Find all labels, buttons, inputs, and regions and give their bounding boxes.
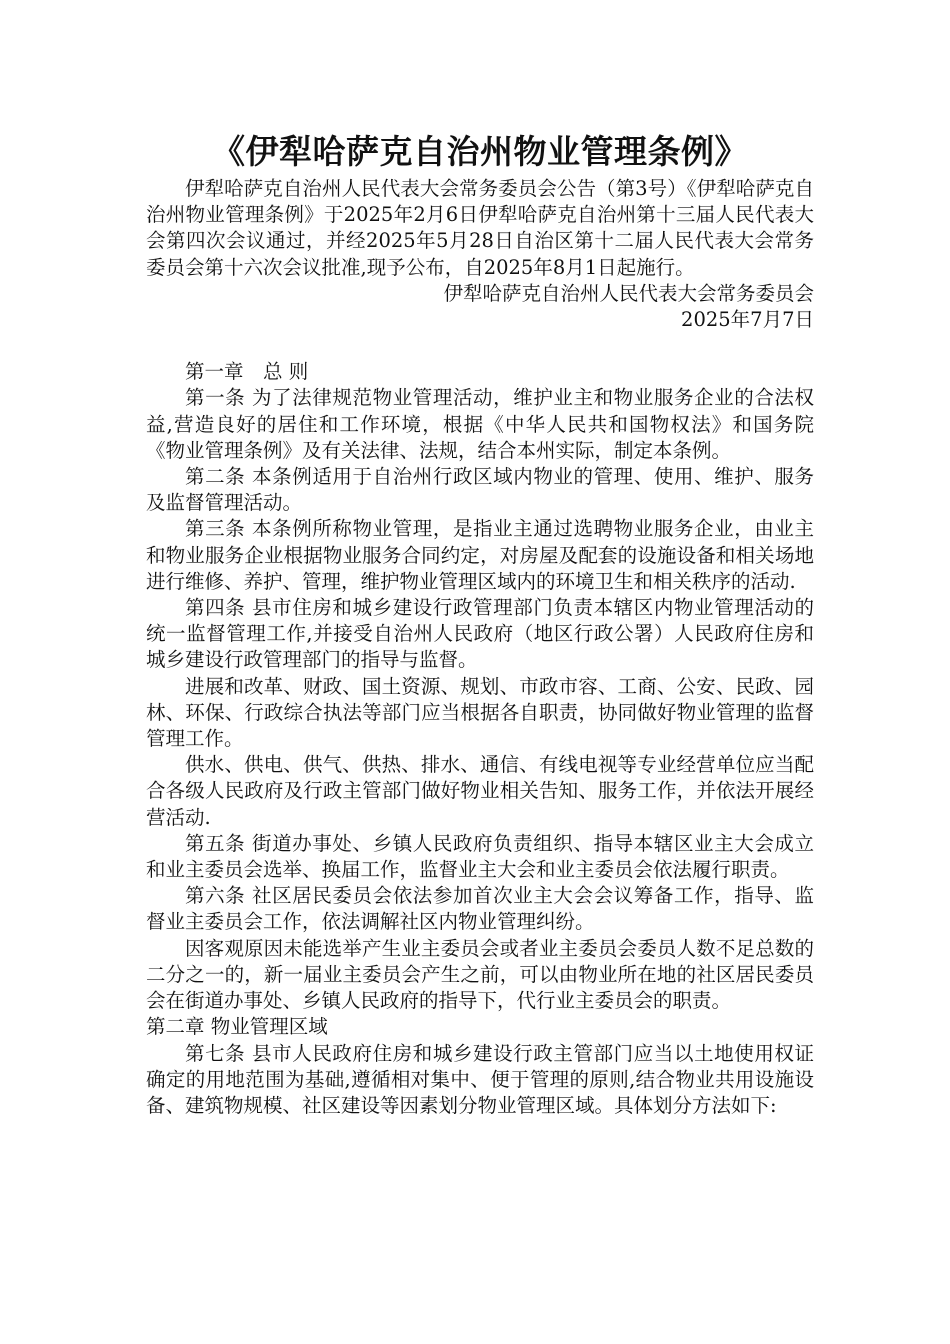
document-title: 《伊犁哈萨克自治州物业管理条例》 (212, 132, 748, 171)
article-paragraph: 因客观原因未能选举产生业主委员会或者业主委员会委员人数不足总数的二分之一的，新一届业主委员会产生之前，可以由物业所在地的社区居民委员会在街道办事处、乡镇人民政府的指导下，代行业主委员会的职责。 (146, 936, 814, 1013)
article-paragraph: 第三条 本条例所称物业管理，是指业主通过选聘物业服务企业，由业主和物业服务企业根据物业服务合同约定，对房屋及配套的设施设备和相关场地进行维修、养护、管理，维护物业管理区域内的环境卫生和相关秩序的活动. (146, 517, 814, 593)
article-paragraph: 进展和改革、财政、国土资源、规划、市政市容、工商、公安、民政、园林、环保、行政综合执法等部门应当根据各自职责，协同做好物业管理的监督管理工作。 (146, 674, 814, 751)
announcement-paragraph: 伊犁哈萨克自治州人民代表大会常务委员会公告（第3号）《伊犁哈萨克自治州物业管理条例》于2025年2月6日伊犁哈萨克自治州第十三届人民代表大会第四次会议通过，并经2025年5月28日自治区第十二届人民代表大会常务委员会第十六次会议批准,现予公布，自2025年8月1日起施行。 (146, 177, 814, 279)
article-paragraph: 第四条 县市住房和城乡建设行政管理部门负责本辖区内物业管理活动的统一监督管理工作,并接受自治州人民政府（地区行政公署）人民政府住房和城乡建设行政管理部门的指导与监督。 (146, 596, 814, 672)
article-paragraph: 第七条 县市人民政府住房和城乡建设行政主管部门应当以土地使用权证确定的用地范围为基础,遵循相对集中、便于管理的原则,结合物业共用设施设备、建筑物规模、社区建设等因素划分物业管理区域。具体划分方法如下: (146, 1041, 814, 1117)
chapter-heading-1: 第一章 总 则 (185, 360, 309, 384)
document-page (146, 130, 814, 1119)
article-paragraph: 第一条 为了法律规范物业管理活动，维护业主和物业服务企业的合法权益,营造良好的居住和工作环境，根据《中华人民共和国物权法》和国务院《物业管理条例》及有关法律、法规，结合本州实际，制定本条例。 (146, 386, 814, 462)
article-paragraph: 第六条 社区居民委员会依法参加首次业主大会会议筹备工作，指导、监督业主委员会工作，依法调解社区内物业管理纠纷。 (146, 884, 814, 934)
article-paragraph: 第五条 街道办事处、乡镇人民政府负责组织、指导本辖区业主大会成立和业主委员会选举、换届工作，监督业主大会和业主委员会依法履行职责。 (146, 831, 814, 882)
spacer (146, 333, 814, 359)
article-paragraph: 第二条 本条例适用于自治州行政区域内物业的管理、使用、维护、服务及监督管理活动。 (146, 465, 814, 515)
issuer-line: 伊犁哈萨克自治州人民代表大会常务委员会 (443, 281, 814, 305)
chapter-heading-2: 第二章 物业管理区域 (146, 1015, 328, 1039)
date-line: 2025年7月7日 (681, 308, 814, 332)
article-paragraph: 供水、供电、供气、供热、排水、通信、有线电视等专业经营单位应当配合各级人民政府及行政主管部门做好物业相关告知、服务工作，并依法开展经营活动. (146, 753, 814, 829)
